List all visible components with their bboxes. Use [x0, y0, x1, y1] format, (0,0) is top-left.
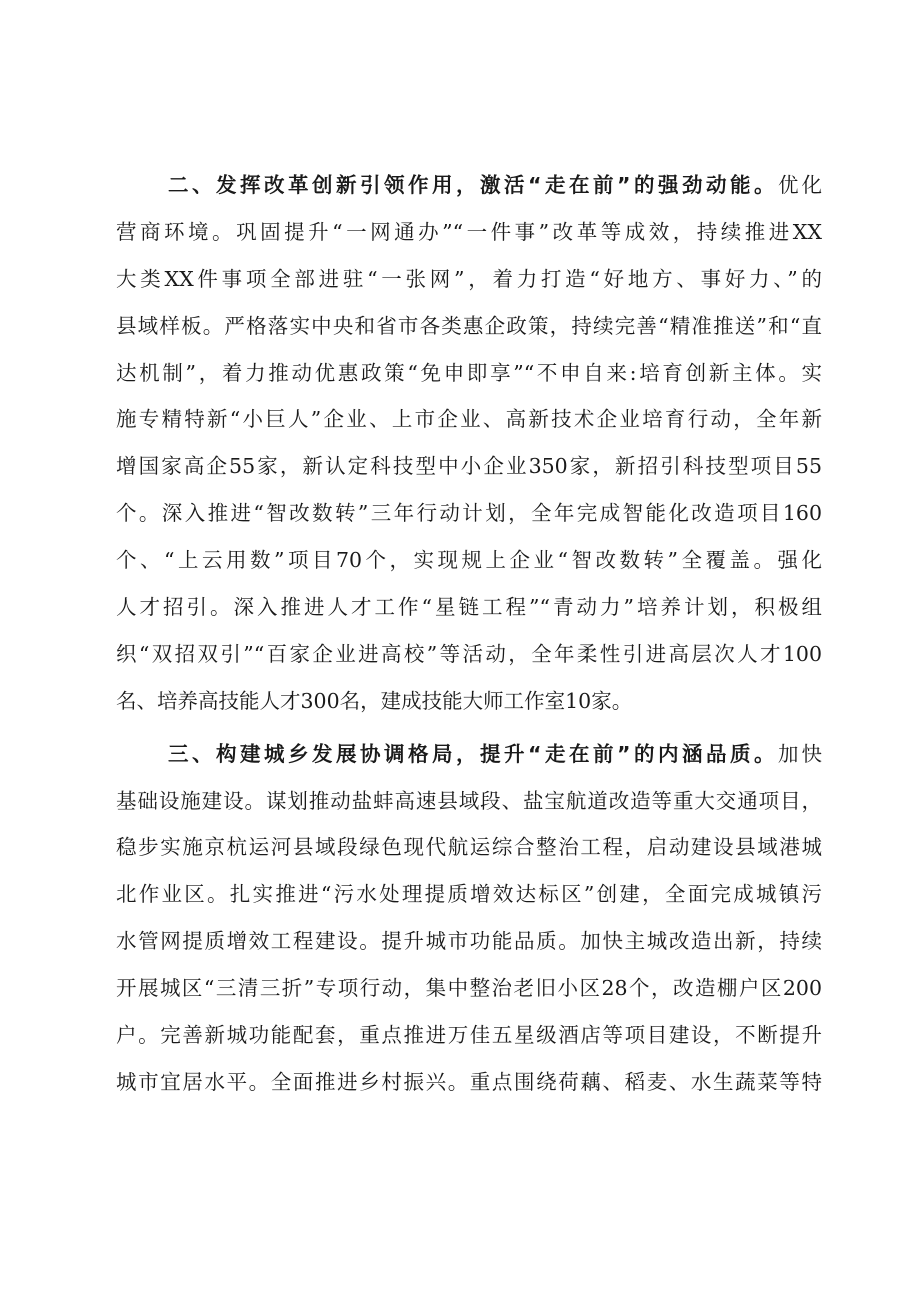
paragraph-1-line: 达机制”，着力推动优惠政策“免申即享”“不申自来:培育创新主体。实 — [116, 360, 822, 385]
paragraph-2-line: 户。完善新城功能配套，重点推进万佳五星级酒店等项目建设，不断提升 — [116, 1023, 822, 1048]
paragraph-2-first-line — [116, 731, 822, 778]
paragraph-1-line: 个。深入推进“智改数转”三年行动计划，全年完成智能化改造项目160 — [116, 501, 822, 526]
paragraph-1-line: 营商环境。巩固提升“一网通办”“一件事”改革等成效，持续推进XX — [116, 219, 822, 244]
document-body — [116, 162, 822, 1106]
paragraph-1-line: 县域样板。严格落实中央和省市各类惠企政策，持续完善“精准推送”和“直 — [116, 313, 822, 338]
paragraph-2-line: 城市宜居水平。全面推进乡村振兴。重点围绕荷藕、稻麦、水生蔬菜等特 — [116, 1069, 822, 1094]
paragraph-2-line: 稳步实施京杭运河县域段绿色现代航运综合整治工程，启动建设县域港城 — [116, 835, 822, 860]
section-heading-2: 二、发挥改革创新引领作用，激活“走在前”的强劲动能。 — [168, 173, 778, 197]
paragraph-2-line: 开展城区“三清三折”专项行动，集中整治老旧小区28个，改造棚户区200 — [116, 976, 822, 1001]
paragraph-1-line: 人才招引。深入推进人才工作“星链工程”“青动力”培养计划，积极组 — [116, 595, 822, 620]
paragraph-1-line: 名、培养高技能人才300名，建成技能大师工作室10家。 — [116, 688, 633, 713]
paragraph-1-line: 施专精特新“小巨人”企业、上市企业、高新技术企业培育行动，全年新 — [116, 407, 822, 432]
paragraph-1-line: 个、“上云用数”项目70个，实现规上企业“智改数转”全覆盖。强化 — [116, 548, 822, 573]
paragraph-2-first-line-text: 加快 — [778, 741, 823, 766]
section-heading-3: 三、构建城乡发展协调格局，提升“走在前”的内涵品质。 — [168, 741, 778, 766]
paragraph-2-line: 基础设施建设。谋划推动盐蚌高速县域段、盐宝航道改造等重大交通项目， — [116, 788, 822, 813]
paragraph-1-line: 增国家高企55家，新认定科技型中小企业350家，新招引科技型项目55 — [116, 454, 822, 479]
paragraph-1-line: 织“双招双引”“百家企业进高校”等活动，全年柔性引进高层次人才100 — [116, 641, 822, 666]
paragraph-2-line: 水管网提质增效工程建设。提升城市功能品质。加快主城改造出新，持续 — [116, 929, 822, 954]
paragraph-1-line: 大类XX件事项全部进驻“一张网”，着力打造“好地方、事好力、”的 — [116, 266, 822, 291]
paragraph-2-line: 北作业区。扎实推进“污水处理提质增效达标区”创建，全面完成城镇污 — [116, 882, 822, 907]
paragraph-1-first-line — [116, 162, 822, 209]
paragraph-1-first-line-text: 优化 — [778, 173, 823, 197]
